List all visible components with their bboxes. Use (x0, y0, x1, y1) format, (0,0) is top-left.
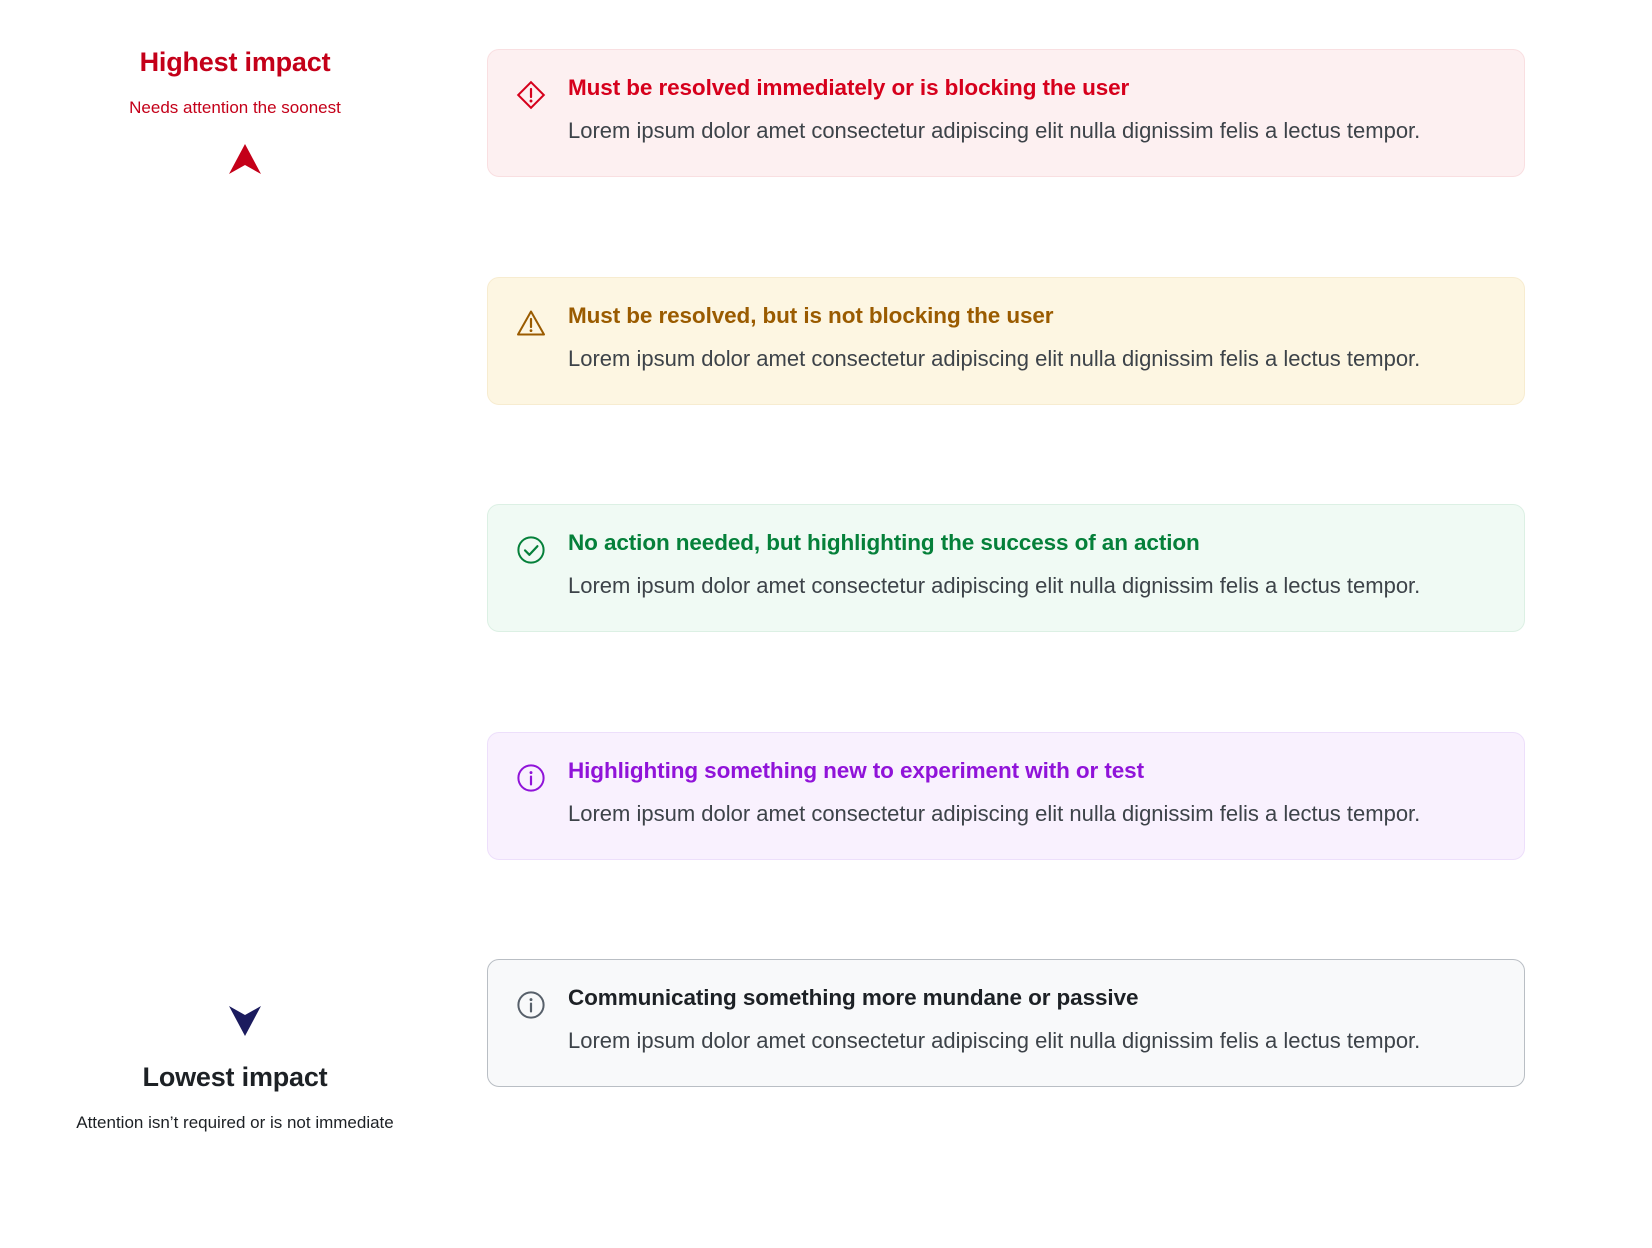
callout-body (568, 529, 1496, 605)
callout-card-success (487, 504, 1525, 632)
callout-list (487, 0, 1529, 1248)
error-diamond-icon (516, 80, 546, 110)
callout-description: Lorem ipsum dolor amet consectetur adipiscing elit nulla dignissim felis a lectus tempor. (568, 573, 1421, 599)
axis-bottom-sublabel: Attention isn’t required or is not immediate (76, 1113, 394, 1132)
warning-triangle-icon (516, 308, 546, 338)
callout-body (568, 984, 1496, 1060)
info-circle-icon (516, 763, 546, 793)
callout-card-danger (487, 49, 1525, 177)
callout-description: Lorem ipsum dolor amet consectetur adipiscing elit nulla dignissim felis a lectus tempor. (568, 801, 1421, 827)
info-circle-icon (516, 990, 546, 1020)
axis-top-label: Highest impact (139, 47, 331, 77)
callout-body (568, 302, 1496, 378)
callout-description: Lorem ipsum dolor amet consectetur adipiscing elit nulla dignissim felis a lectus tempor. (568, 118, 1421, 144)
callout-card-info (487, 732, 1525, 860)
callout-title: Must be resolved immediately or is blocking the user (568, 75, 1130, 100)
callout-title: Must be resolved, but is not blocking the user (568, 303, 1054, 328)
axis-top-sublabel: Needs attention the soonest (129, 98, 341, 117)
callout-body (568, 74, 1496, 150)
callout-card-neutral (487, 959, 1525, 1087)
callout-description: Lorem ipsum dolor amet consectetur adipiscing elit nulla dignissim felis a lectus tempor. (568, 346, 1421, 372)
up-down-gradient-arrow-icon (155, 140, 335, 1040)
callout-description: Lorem ipsum dolor amet consectetur adipiscing elit nulla dignissim felis a lectus tempor. (568, 1028, 1421, 1054)
callout-title: Highlighting something new to experiment with or test (568, 758, 1144, 783)
callout-title: No action needed, but highlighting the success of an action (568, 530, 1200, 555)
callout-title: Communicating something more mundane or passive (568, 985, 1139, 1010)
callout-card-warning (487, 277, 1525, 405)
impact-axis (0, 0, 470, 1248)
callout-body (568, 757, 1496, 833)
check-circle-icon (516, 535, 546, 565)
axis-bottom-label: Lowest impact (142, 1062, 328, 1092)
